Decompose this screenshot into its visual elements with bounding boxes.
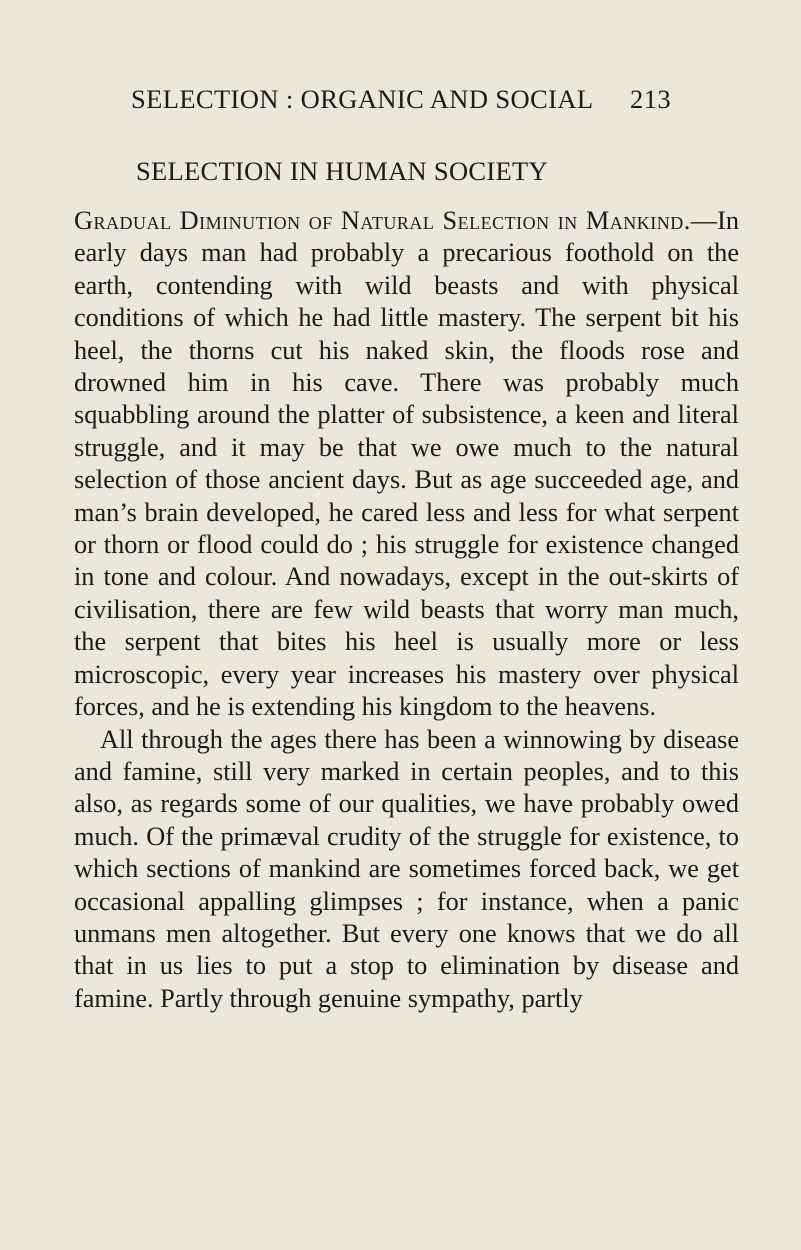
paragraph-1-text: —In early days man had probably a precarious foothold on the earth, contending with wild beasts and with physical conditions of which he had little mastery. The serpent bit his heel, the thorns cut his naked skin, the floods rose and drowned him in his cave. There was probably much squabbling around the platter of subsistence, a keen and literal struggle, and it may be that we owe much to the natural selection of those ancient days. But as age succeeded age, and man’s brain developed, he cared less and less for what serpent or thorn or flood could do ; his struggle for existence changed in tone and colour. And nowadays, except in the out-skirts of civilisation, there are few wild beasts that worry man much, the serpent that bites his heel is usually more or less microscopic, every year increases his mastery over physical forces, and he is extending his kingdom to the heavens. bbox=[74, 206, 739, 722]
section-title: SELECTION IN HUMAN SOCIETY bbox=[136, 156, 548, 186]
paragraph-1 bbox=[74, 205, 739, 724]
running-head-title: SELECTION : ORGANIC AND SOCIAL bbox=[131, 84, 594, 114]
body-text bbox=[74, 205, 739, 1015]
page-number: 213 bbox=[630, 84, 671, 114]
paragraph-2: All through the ages there has been a winnowing by disease and famine, still very marked in certain peoples, and to this also, as regards some of our qualities, we have probably owed much. Of the primæval crudity of the struggle for existence, to which sections of mankind are sometimes forced back, we get occasional appalling glimpses ; for instance, when a panic unmans men altogether. But every one knows that we do all that in us lies to put a stop to elimination by disease and famine. Partly through genuine sympathy, partly bbox=[74, 724, 739, 1013]
paragraph-1-heading: Gradual Diminution of Natural Selection in Mankind. bbox=[74, 206, 691, 235]
running-head bbox=[131, 84, 671, 115]
